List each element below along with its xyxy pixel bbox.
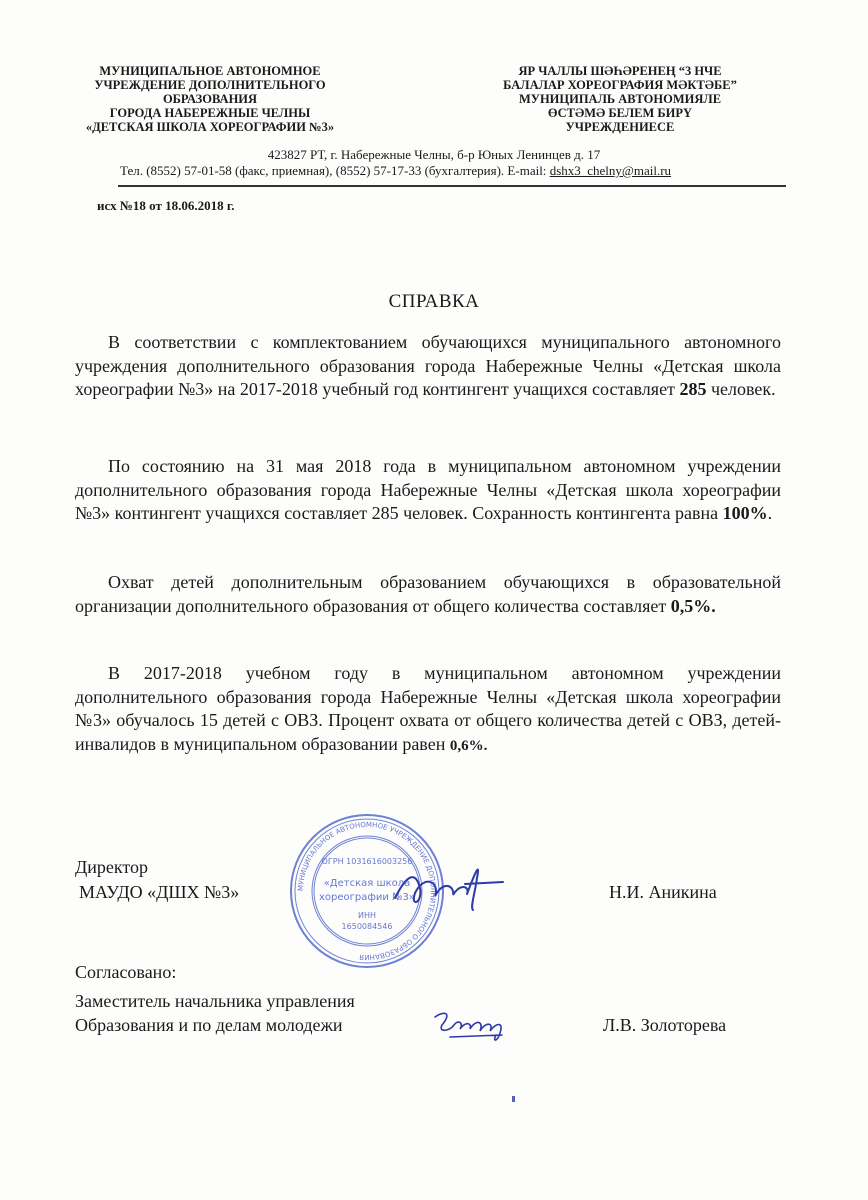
org-line: МУНИЦИПАЛЬНОЕ АВТОНОМНОЕ xyxy=(99,64,321,78)
org-contacts xyxy=(120,163,671,179)
org-address: 423827 РТ, г. Набережные Челны, б-р Юных Ленинцев д. 17 xyxy=(267,147,601,162)
paragraph-4 xyxy=(75,662,781,758)
stamp-name-line2: хореографии №3» xyxy=(319,892,415,903)
org-line: УЧРЕЖДЕНИЕСЕ xyxy=(565,120,675,134)
email-link[interactable]: dshx3_chelny@mail.ru xyxy=(549,163,672,178)
coverage-rate: 0,5%. xyxy=(670,595,716,616)
stamp-ring-text: МУНИЦИПАЛЬНОЕ АВТОНОМНОЕ УЧРЕЖДЕНИЕ ДОПОЛНИТЕЛЬНОГО ОБРАЗОВАНИЯ xyxy=(296,820,438,962)
director-title: Директор xyxy=(75,857,149,877)
paragraph-text: человек. xyxy=(706,379,776,399)
document-title: СПРАВКА xyxy=(388,291,480,312)
deputy-signature xyxy=(430,1005,520,1045)
org-line: ЯР ЧАЛЛЫ ШӘҺӘРЕНЕҢ “3 НЧЕ xyxy=(518,64,722,78)
paragraph-text: По состоянию на 31 мая 2018 года в муниципальном автономном учреждении дополнительного образования города Набережные Челны «Детская школа хореографии №3» контингент учащихся составляет 285 человек. Сохранность контингента равна xyxy=(75,456,781,523)
deputy-title: Заместитель начальника управления xyxy=(75,991,355,1011)
retention-rate: 100% xyxy=(722,503,768,523)
stamp-name-line1: «Детская школа xyxy=(323,878,411,889)
paragraph-text: В 2017-2018 учебном году в муниципальном автономном учреждении дополнительного образования города Набережные Челны «Детская школа хореографии №3» обучалось 15 детей с ОВЗ. Процент охвата от общего количества детей с ОВЗ, детей-инвалидов в муниципальном образовании равен xyxy=(75,663,781,754)
paragraph-3 xyxy=(75,571,781,618)
org-line: МУНИЦИПАЛЬ АВТОНОМИЯЛЕ xyxy=(518,92,722,106)
director-org: МАУДО «ДШХ №3» xyxy=(79,882,240,902)
org-line: ӨСТӘМӘ БЕЛЕМ БИРҮ xyxy=(547,106,693,120)
outgoing-number: исх №18 от 18.06.2018 г. xyxy=(97,198,235,213)
org-line: ОБРАЗОВАНИЯ xyxy=(162,92,258,106)
ink-mark xyxy=(512,1096,515,1102)
paragraph-text: . xyxy=(767,503,773,523)
paragraph-text: Охват детей дополнительным образованием обучающихся в образовательной организации дополнительного образования от общего количества составляет xyxy=(75,572,781,616)
paragraph-2 xyxy=(75,455,781,526)
paragraph-text: В соответствии с комплектованием обучающихся муниципального автономного учреждения дополнительного образования города Набережные Челны «Детская школа хореографии №3» на 2017-2018 учебный год контингент учащихся составляет xyxy=(75,332,781,399)
agreed-label: Согласовано: xyxy=(75,962,177,982)
deputy-name: Л.В. Золоторева xyxy=(603,1015,727,1035)
org-name-russian xyxy=(60,64,360,134)
director-signature xyxy=(385,848,505,918)
org-line: БАЛАЛАР ХОРЕОГРАФИЯ МӘКТӘБЕ” xyxy=(503,78,737,92)
disabled-coverage-rate: 0,6%. xyxy=(449,737,488,754)
stamp-ogrn: ОГРН 1031616003256 xyxy=(321,857,413,866)
org-line: «ДЕТСКАЯ ШКОЛА ХОРЕОГРАФИИ №3» xyxy=(85,120,335,134)
contacts-text: Тел. (8552) 57-01-58 (факс, приемная), (8552) 57-17-33 (бухгалтерия). E-mail: xyxy=(120,163,550,178)
org-line: ГОРОДА НАБЕРЕЖНЫЕ ЧЕЛНЫ xyxy=(109,106,311,120)
stamp-inn-label: ИНН xyxy=(357,911,377,920)
director-name: Н.И. Аникина xyxy=(609,882,717,902)
org-line: УЧРЕЖДЕНИЕ ДОПОЛНИТЕЛЬНОГО xyxy=(94,78,326,92)
stamp-inn: 1650084546 xyxy=(341,922,393,931)
header-divider xyxy=(118,185,786,187)
paragraph-1 xyxy=(75,331,781,402)
org-name-tatar xyxy=(470,64,770,134)
student-count: 285 xyxy=(679,379,707,399)
deputy-department: Образования и по делам молодежи xyxy=(75,1015,343,1035)
